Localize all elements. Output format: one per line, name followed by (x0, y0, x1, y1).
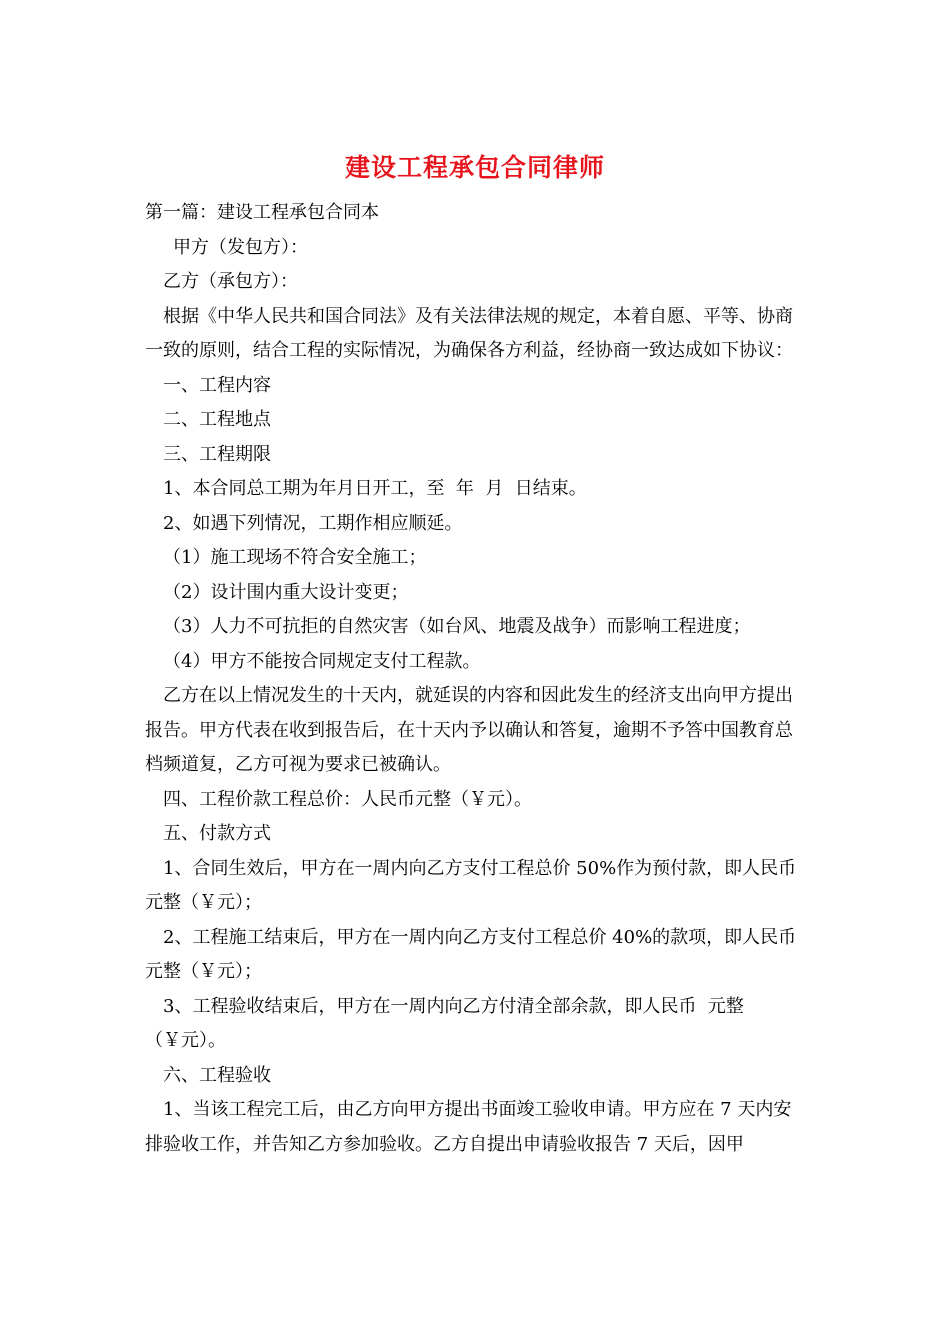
document-title: 建设工程承包合同律师 (344, 153, 605, 182)
paragraph-term-2: 2、如遇下列情况，工期作相应顺延。 (163, 512, 463, 534)
paragraph-case-3: （3）人力不可抗拒的自然灾害（如台风、地震及战争）而影响工程进度； (163, 616, 751, 637)
paragraph-payment-3: 3、工程验收结束后，甲方在一周内向乙方付清全部余款，即人民币 元整（￥元）。 (145, 995, 744, 1051)
paragraph-section-5: 五、付款方式 (163, 823, 271, 844)
paragraph-preamble: 根据《中华人民共和国合同法》及有关法律法规的规定，本着自愿、平等、协商一致的原则，结合工程的实际情况，为确保各方利益，经协商一致达成如下协议： (145, 305, 793, 361)
paragraph-section-2: 二、工程地点 (163, 409, 271, 430)
paragraph-payment-2: 2、工程施工结束后，甲方在一周内向乙方支付工程总价 40%的款项，即人民币 元整（￥元）； (145, 926, 808, 982)
paragraph-chapter-heading: 第一篇：建设工程承包合同本 (145, 202, 379, 223)
paragraph-case-4: （4）甲方不能按合同规定支付工程款。 (163, 650, 481, 672)
paragraph-payment-1: 1、合同生效后，甲方在一周内向乙方支付工程总价 50%作为预付款，即人民币 元整（￥元）； (145, 857, 808, 913)
paragraph-party-b: 乙方（承包方）： (163, 271, 298, 292)
paragraph-delay-report: 乙方在以上情况发生的十天内，就延误的内容和因此发生的经济支出向甲方提出报告。甲方代表在收到报告后，在十天内予以确认和答复，逾期不予答中国教育总档频道复，乙方可视为要求已被确认。 (145, 685, 793, 775)
paragraph-section-6: 六、工程验收 (163, 1064, 271, 1086)
paragraph-case-2: （2）设计围内重大设计变更； (163, 581, 409, 603)
paragraph-section-3: 三、工程期限 (163, 443, 271, 465)
paragraph-case-1: （1）施工现场不符合安全施工； (163, 547, 427, 568)
document-page (145, 150, 808, 1162)
paragraph-section-1: 一、工程内容 (163, 374, 271, 396)
paragraph-acceptance-1: 1、当该工程完工后，由乙方向甲方提出书面竣工验收申请。甲方应在 7 天内安排验收工作，并告知乙方参加验收。乙方自提出申请验收报告 7 天后，因甲 (145, 1099, 792, 1155)
paragraph-term-1: 1、本合同总工期为年月日开工，至 年 月 日结束。 (163, 478, 587, 499)
paragraph-party-a: 甲方（发包方）： (173, 236, 308, 258)
paragraph-section-4: 四、工程价款工程总价：人民币元整（￥元）。 (163, 788, 532, 810)
